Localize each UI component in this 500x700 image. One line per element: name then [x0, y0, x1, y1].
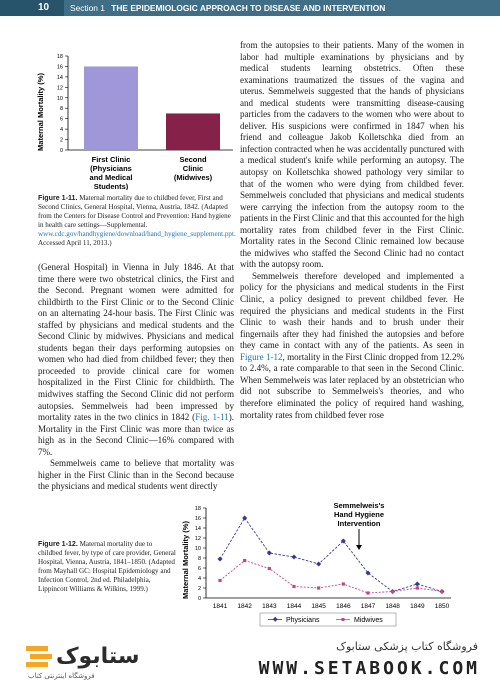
fig12-tick-label: 10	[194, 546, 201, 552]
chapter-title: THE EPIDEMIOLOGIC APPROACH TO DISEASE AND INTERVENTION	[111, 3, 386, 13]
fig12-x-tick-label: 1842	[237, 603, 252, 610]
right-column	[240, 40, 464, 421]
left-paragraph-1	[38, 262, 234, 458]
fig12-point-midwives	[440, 590, 443, 593]
fig12-x-tick-label: 1850	[434, 603, 450, 610]
fig12-caption-text: Maternal mortality due to childbed fever, by type of care provider, General Hospital, Vienna, Austria, 1841–1850. (Adapted from Mayhall GC: Hospital Epidemiology and Infection Control, 2nd ed. Philadelphia, Lippincott Williams & Wilkins, 1999.)	[38, 540, 176, 594]
publisher-footer	[0, 628, 500, 700]
fig12-point-physicians	[217, 556, 222, 561]
fig12-point-physicians	[316, 561, 321, 566]
fig12-x-tick-label: 1845	[311, 603, 326, 610]
fig12-point-midwives	[317, 586, 320, 589]
fig11-cat2-line2: Clinic	[182, 164, 204, 173]
fig12-tick-label: 14	[194, 526, 201, 532]
fig-1-11-reference[interactable]: Fig. 1-11	[195, 412, 229, 423]
fig11-tick-label: 16	[56, 64, 63, 71]
figure-1-12-chart	[176, 500, 466, 628]
fig12-point-physicians	[291, 554, 296, 559]
fig12-series-line-midwives	[220, 561, 442, 594]
fig12-annotation-line2: Hand Hygiene	[333, 510, 385, 519]
fig12-tick-label: 2	[197, 586, 201, 592]
right-p2-part2: , mortality in the First Clinic dropped from 12.2% to 2.4%, a rate comparable to that seen in the Second Clinic. When Semmelweis was later replaced by an obstetrician who did not subscribe to Semmelweis's theories, and who therefore eliminated the policy of required hand washing, mortality rates from childbed fever rose	[240, 351, 465, 420]
fig11-tick-label: 18	[56, 54, 63, 60]
fig11-cat2-line1: Second	[179, 155, 207, 164]
fig12-point-midwives	[391, 590, 394, 593]
fig11-cat2-line3: (Midwives)	[173, 173, 213, 182]
fig12-x-tick-label: 1848	[385, 603, 400, 610]
fig11-caption-label: Figure 1-11.	[38, 194, 78, 202]
setabook-logo-mark	[24, 642, 54, 672]
fig12-series-line-physicians	[220, 518, 442, 592]
setabook-logo-subtitle: فروشگاه اینترنتی کتاب	[28, 672, 95, 680]
fig11-caption-text: Maternal mortality due to childbed fever, First and Second Clinics, General Hospital, Vienna, Austria, 1842. (Adapted from the Centers for Disease Control and Prevention: Hand hygiene in health care settings—Supplemental.	[38, 194, 231, 230]
fig12-point-midwives	[292, 585, 295, 588]
fig12-axis	[195, 506, 451, 610]
fig12-point-midwives	[366, 591, 369, 594]
fig12-tick-label: 4	[197, 576, 201, 582]
section-title	[70, 0, 385, 16]
left-p1-part2: ). Mortality in the First Clinic was more than twice as high as in the Second Clinic—16% compared with 7%.	[38, 412, 234, 457]
fig11-category-second	[174, 155, 213, 182]
fig11-ylabel: Maternal Mortality (%)	[36, 73, 45, 151]
fig11-category-first	[90, 155, 133, 190]
store-name: فروشگاه کتاب پزشکی ستابوک	[336, 640, 478, 653]
fig12-tick-label: 8	[197, 556, 201, 562]
page-header	[0, 0, 500, 16]
fig12-x-tick-label: 1847	[360, 603, 376, 610]
fig12-caption-label: Figure 1-12.	[38, 540, 78, 548]
fig12-ylabel: Maternal Mortality (%)	[181, 521, 190, 599]
fig11-bars	[84, 66, 220, 150]
legend-physicians-label: Physicians	[286, 617, 320, 624]
legend-physicians-marker	[273, 617, 278, 622]
fig12-annotation-line1: Semmelweis's	[333, 501, 385, 510]
fig12-point-physicians	[415, 581, 420, 586]
fig12-point-midwives	[268, 567, 271, 570]
fig12-point-midwives	[243, 559, 246, 562]
fig11-tick-label: 10	[56, 95, 63, 102]
fig12-x-tick-label: 1849	[410, 603, 425, 610]
store-url[interactable]: WWW.SETABOOK.COM	[258, 658, 480, 679]
left-column	[38, 262, 234, 493]
fig11-tick-label: 8	[59, 106, 63, 113]
fig12-tick-label: 18	[194, 506, 201, 512]
fig-1-12-reference[interactable]: Figure 1-12	[240, 351, 283, 362]
fig12-point-midwives	[218, 579, 221, 582]
left-p1-part1: (General Hospital) in Vienna in July 1846. At that time there were two obstetrical clinics, the First and the Second. Pregnant women were admitted for childbirth to the First Clinic or to the Second Clinic on an alternating 24-hour basis. The First Clinic was staffed by physicians and medical students and the Second Clinic by midwives. Physicians and medical students began their days performing autopsies on women who had died from childbed fever; they then proceeded to provide clinical care for women hospitalized in the First Clinic for childbirth. The midwives staffing the Second Clinic did not perform autopsies. Semmelweis had been impressed by mortality rates in the two clinics in 1842 (	[38, 262, 234, 423]
legend-midwives-marker	[342, 618, 345, 621]
fig12-tick-label: 12	[194, 536, 201, 542]
fig12-x-tick-label: 1846	[336, 603, 351, 610]
fig11-tick-label: 6	[59, 116, 63, 123]
right-paragraph-1: from the autopsies to their patients. Many of the women in labor had multiple examinations by physicians and by medical students learning obstetrics. Often these examinations traumatized the tissues of the vagina and uterus. Semmelweis suggested that the hands of physicians and medical students were transmitting disease-causing particles from the cadavers to the women who were about to deliver. His suspicions were confirmed in 1847 when his friend and colleague Jakob Kolletschka died from an infection contracted when he was accidentally punctured with a medical student's knife while performing an autopsy. The autopsy on Kolletschka showed pathology very similar to that of the women who were dying from childbed fever. Semmelweis concluded that physicians and medical students were carrying the infection from the autopsy room to the patients in the First Clinic and that this accounted for the high mortality rates from childbed fever in the First Clinic. Mortality rates in the Second Clinic remained low because the midwives who staffed the Second Clinic had no contact with the autopsy room.	[240, 40, 464, 270]
right-p2-part1: Semmelweis therefore developed and implemented a policy for the physicians and medical students in the First Clinic, a policy designed to prevent childbed fever. He required the physicians and medical students in the First Clinic to wash their hands and to brush under their fingernails after they had finished the autopsies and before they came in contact with any of the patients. As seen in	[240, 270, 464, 351]
legend-midwives-label: Midwives	[354, 617, 383, 624]
fig11-tick-label: 12	[56, 85, 63, 92]
fig12-point-midwives	[416, 586, 419, 589]
fig11-tick-label: 4	[59, 127, 63, 134]
fig12-x-tick-label: 1843	[262, 603, 277, 610]
fig12-legend	[260, 613, 396, 626]
figure-1-12-caption	[38, 540, 178, 595]
page-number: 10	[0, 0, 64, 16]
fig11-cat1-line3: and Medical	[89, 173, 133, 182]
left-paragraph-2: Semmelweis came to believe that mortality was higher in the First Clinic than in the Second because the physicians and medical students went directly	[38, 458, 234, 492]
fig12-tick-label: 0	[197, 596, 201, 602]
section-label: Section 1	[70, 3, 105, 13]
fig11-tick-label: 0	[59, 148, 63, 154]
fig11-cat1-line1: First Clinic	[91, 155, 131, 164]
figure-1-11-caption	[38, 194, 234, 249]
setabook-logo: ستابوک	[56, 644, 140, 669]
fig12-annotation-line3: Intervention	[337, 519, 381, 528]
fig11-tick-label: 2	[59, 137, 63, 144]
fig11-tick-label: 14	[56, 74, 63, 81]
fig11-cat1-line2: (Physicians	[90, 164, 132, 173]
fig12-marks	[217, 515, 444, 594]
right-paragraph-2	[240, 271, 464, 421]
fig12-x-tick-label: 1841	[212, 603, 228, 610]
fig11-bar-1	[84, 66, 138, 150]
fig12-point-midwives	[342, 582, 345, 585]
fig12-annotation-arrowhead	[356, 545, 362, 550]
fig11-caption-link[interactable]: www.cdc.gov/handhygiene/download/hand_hygiene_supplement.ppt.	[38, 230, 236, 239]
fig11-caption-tail: Accessed April 11, 2013.)	[38, 239, 112, 248]
fig11-cat1-line4: Students)	[93, 182, 129, 190]
fig11-bar-2	[166, 113, 220, 150]
figure-1-11-chart	[28, 50, 233, 190]
fig12-tick-label: 6	[197, 566, 201, 572]
fig12-x-tick-label: 1844	[286, 603, 302, 610]
fig12-tick-label: 16	[194, 516, 201, 522]
